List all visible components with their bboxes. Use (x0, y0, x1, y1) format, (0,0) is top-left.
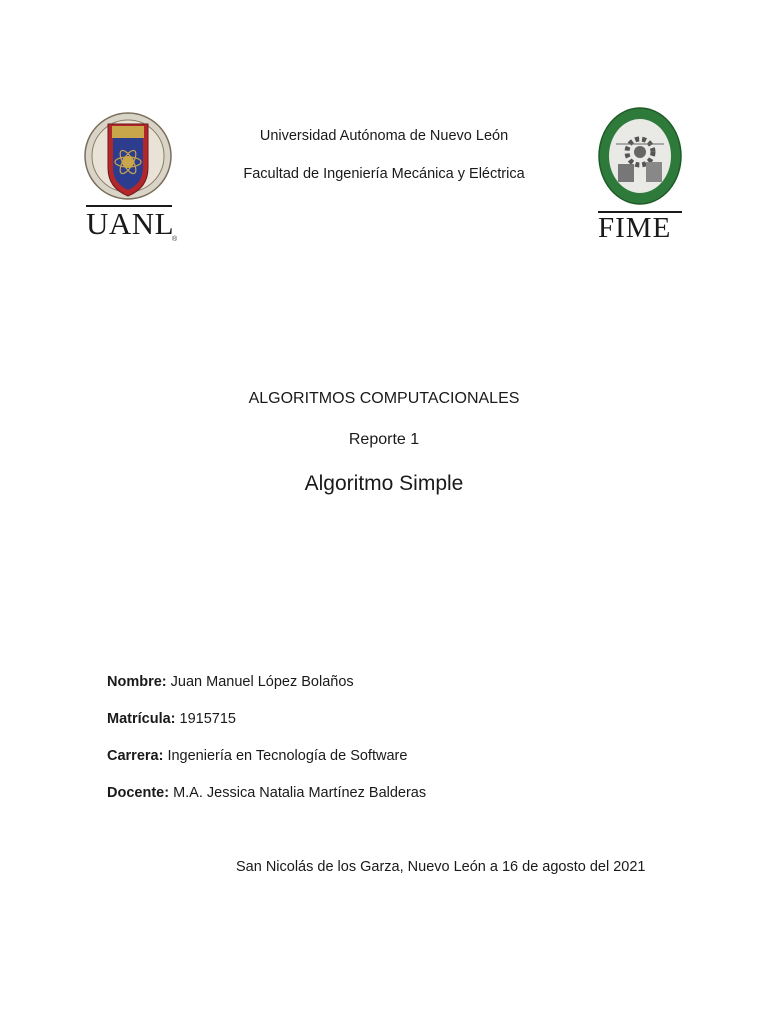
faculty-name: Facultad de Ingeniería Mecánica y Eléctrica (243, 166, 525, 182)
fime-seal-icon (596, 104, 686, 208)
student-name-row (107, 674, 354, 690)
student-id-value: 1915715 (179, 711, 236, 727)
report-label: Reporte 1 (348, 431, 420, 448)
teacher-value: M.A. Jessica Natalia Martínez Balderas (173, 785, 427, 801)
university-name: Universidad Autónoma de Nuevo León (259, 128, 509, 144)
fime-logo (596, 104, 686, 214)
uanl-seal-icon (84, 108, 184, 208)
student-id-row (107, 711, 236, 727)
student-name-value: Juan Manuel López Bolaños (170, 674, 354, 690)
career-row (107, 748, 407, 764)
teacher-row (107, 785, 426, 801)
student-id-label: Matrícula: (107, 711, 176, 727)
document-title: Algoritmo Simple (304, 472, 464, 495)
course-name: ALGORITMOS COMPUTACIONALES (248, 390, 520, 407)
place-and-date: San Nicolás de los Garza, Nuevo León a 16 de agosto del 2021 (236, 859, 646, 875)
career-value: Ingeniería en Tecnología de Software (167, 748, 408, 764)
fime-wordmark: FIME (598, 212, 672, 244)
student-name-label: Nombre: (107, 674, 167, 690)
registered-mark: ® (172, 236, 178, 243)
career-label: Carrera: (107, 748, 164, 764)
teacher-label: Docente: (107, 785, 170, 801)
uanl-wordmark: UANL (86, 206, 175, 241)
